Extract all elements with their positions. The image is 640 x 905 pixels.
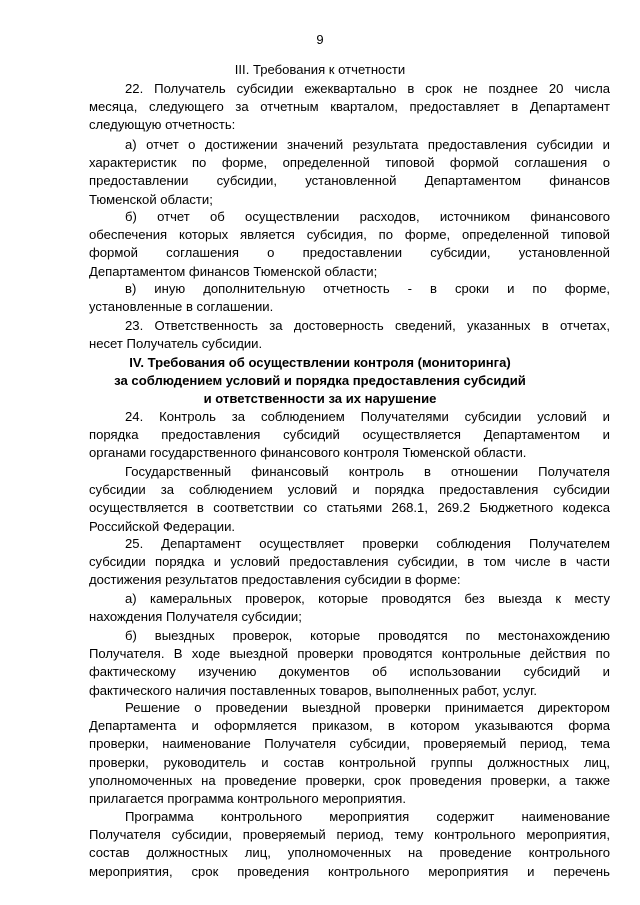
paragraph-25-program [89, 808, 610, 881]
text-line: характеристик по форме, определенной типовой формой соглашения о [89, 155, 610, 171]
text-line: прилагается программа контрольного мероприятия. [89, 791, 406, 807]
text-line: в) иную дополнительную отчетность - в сроки и по форме, [125, 281, 610, 296]
text-line: фактическому изучению документов об использовании субсидий и [89, 664, 610, 680]
section-3-title: III. Требования к отчетности [234, 62, 406, 77]
text-line: проверки, руководитель и состав контрольной группы должностных лиц, [89, 754, 610, 770]
text-line: Тюменской области; [89, 191, 213, 207]
text-line: месяца, следующего за отчетным кварталом, предоставляет в Департамент [89, 99, 610, 115]
text-line: органами государственного финансового контроля Тюменской области. [89, 445, 527, 461]
text-line: проверки, наименование Получателя субсидии, проверяемый период, тема [89, 736, 610, 752]
paragraph-25-b [89, 627, 610, 700]
text-line: достижения результатов предоставления субсидии в форме: [89, 572, 461, 588]
text-line: Решение о проведении выездной проверки принимается директором [125, 700, 610, 715]
paragraph-24 [89, 408, 610, 463]
section-4-title-line: IV. Требования об осуществлении контроля (мониторинга) [129, 355, 511, 370]
text-line: обеспечения которых является субсидия, по форме, определенной типовой [89, 227, 610, 243]
text-line: субсидии за соблюдением условий и порядка предоставления субсидии [89, 482, 610, 498]
paragraph-22-c [89, 280, 610, 316]
text-line: б) отчет об осуществлении расходов, источником финансового [125, 209, 610, 224]
text-line: б) выездных проверок, которые проводятся по местонахождению [125, 628, 610, 643]
text-line: состав должностных лиц, уполномоченных на проведение контрольного [89, 845, 610, 861]
text-line: субсидии порядка и условий предоставления субсидии, в том числе в части [89, 554, 610, 570]
text-line: 23. Ответственность за достоверность сведений, указанных в отчетах, [125, 318, 610, 333]
text-line: 25. Департамент осуществляет проверки соблюдения Получателем [125, 536, 610, 551]
text-line: Государственный финансовый контроль в отношении Получателя [125, 464, 610, 479]
paragraph-22 [89, 80, 610, 135]
text-line: Российской Федерации. [89, 518, 236, 534]
section-4-title-line: за соблюдением условий и порядка предоставления субсидий [114, 373, 526, 388]
text-line: Департамента и оформляется приказом, в котором указываются форма [89, 718, 610, 734]
text-line: установленные в соглашении. [89, 299, 274, 315]
text-line: 22. Получатель субсидии ежеквартально в срок не позднее 20 числа [125, 81, 610, 96]
section-4-title [0, 354, 640, 408]
text-line: 24. Контроль за соблюдением Получателями субсидии условий и [125, 409, 610, 424]
paragraph-24-control [89, 463, 610, 536]
page-number: 9 [316, 32, 324, 47]
text-line: Получателя. В ходе выездной проверки проводятся контрольные действия по [89, 646, 610, 662]
text-line: фактического наличия поставленных товаров, выполненных работ, услуг. [89, 682, 537, 698]
text-line: следующую отчетность: [89, 117, 236, 133]
paragraph-25-a [89, 590, 610, 626]
paragraph-23 [89, 317, 610, 353]
text-line: уполномоченных на проведение проверки, срок проведения проверки, а также [89, 772, 610, 788]
text-line: формой соглашения о предоставлении субсидии, установленной [89, 245, 610, 261]
text-line: мероприятия, срок проведения контрольного мероприятия и перечень [89, 863, 610, 879]
paragraph-25 [89, 535, 610, 590]
text-line: осуществляется в соответствии со статьями 268.1, 269.2 Бюджетного кодекса [89, 500, 610, 516]
text-line: а) отчет о достижении значений результата предоставления субсидии и [125, 137, 610, 152]
text-line: а) камеральных проверок, которые проводятся без выезда к месту [125, 591, 610, 606]
text-line: предоставлении субсидии, установленной Департаментом финансов [89, 173, 610, 189]
text-line: Департаментом финансов Тюменской области; [89, 263, 378, 279]
paragraph-22-a [89, 136, 610, 209]
text-line: Программа контрольного мероприятия содержит наименование [125, 809, 610, 824]
paragraph-25-decision [89, 699, 610, 808]
section-4-title-line: и ответственности за их нарушение [203, 391, 437, 406]
text-line: порядка предоставления субсидий осуществляется Департаментом и [89, 427, 610, 443]
paragraph-22-b [89, 208, 610, 281]
text-line: Получателя субсидии, проверяемый период, тему контрольного мероприятия, [89, 827, 610, 843]
text-line: несет Получатель субсидии. [89, 336, 263, 352]
text-line: нахождения Получателя субсидии; [89, 609, 302, 625]
